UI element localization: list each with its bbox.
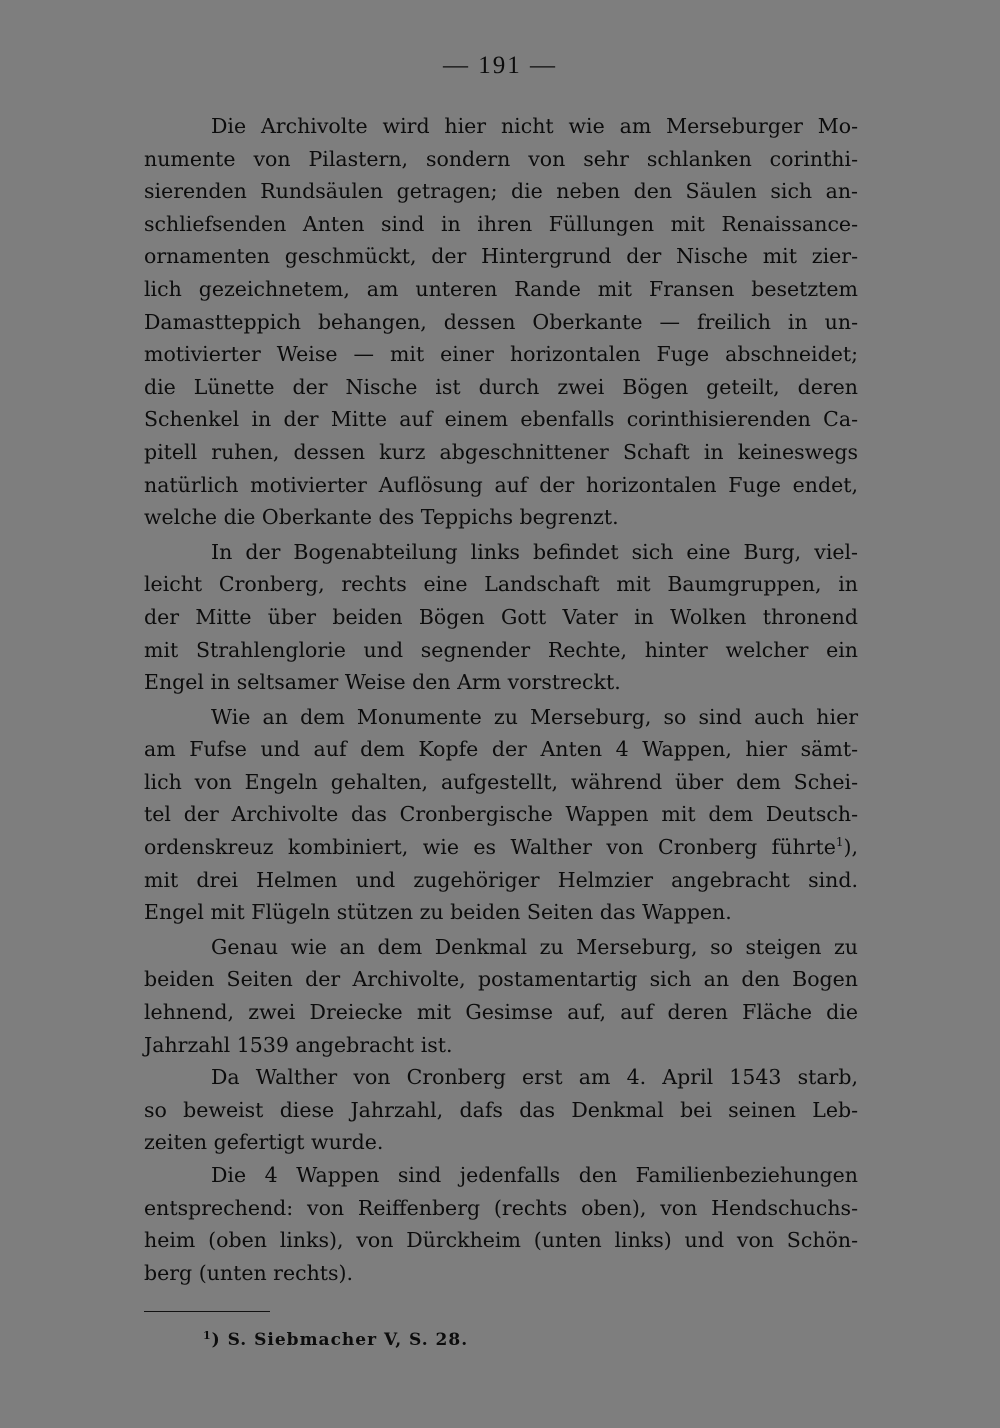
text-line: welche die Oberkante des Teppichs begrenzt. — [144, 505, 619, 530]
paragraph-2 — [144, 536, 858, 699]
text-line: Schenkel in der Mitte auf einem ebenfalls corinthisierenden Ca- — [144, 407, 858, 432]
text-line: numente von Pilastern, sondern von sehr schlanken corinthi- — [144, 146, 858, 171]
text-line: Wie an dem Monumente zu Merseburg, so sind auch hier — [211, 704, 858, 729]
text-line: berg (unten rechts). — [144, 1260, 354, 1285]
text-line: ornamenten geschmückt, der Hintergrund der Nische mit zier- — [144, 244, 858, 269]
footnote-text: S. Siebmacher V, S. 28. — [227, 1330, 469, 1350]
text-line: Damastteppich behangen, dessen Oberkante — freilich in un- — [144, 309, 858, 334]
text-line: In der Bogenabteilung links befindet sich eine Burg, viel- — [211, 539, 858, 564]
text-line: leicht Cronberg, rechts eine Landschaft mit Baumgruppen, in — [144, 572, 858, 597]
text-line: die Lünette der Nische ist durch zwei Bögen geteilt, deren — [144, 374, 858, 399]
text-line-with-footnote — [144, 831, 858, 864]
text-line: motivierter Weise — mit einer horizontalen Fuge abschneidet; — [144, 342, 858, 367]
text-line: Engel mit Flügeln stützen zu beiden Seiten das Wappen. — [144, 900, 732, 925]
text-line: Jahrzahl 1539 angebracht ist. — [144, 1032, 453, 1057]
text-line: heim (oben links), von Dürckheim (unten links) und von Schön- — [144, 1228, 858, 1253]
text-line: Die 4 Wappen sind jedenfalls den Familienbeziehungen — [211, 1163, 858, 1187]
text-line: entsprechend: von Reiffenberg (rechts oben), von Hendschuchs- — [144, 1195, 858, 1220]
text-line: lich gezeichnetem, am unteren Rande mit Fransen besetztem — [144, 276, 858, 301]
text-line: pitell ruhen, dessen kurz abgeschnittener Schaft in keineswegs — [144, 439, 858, 464]
paragraph-5 — [144, 1061, 858, 1159]
text-line: lich von Engeln gehalten, aufgestellt, während über dem Schei- — [144, 769, 858, 794]
footnote-marker-suffix: ) — [211, 1330, 221, 1350]
paragraph-1 — [144, 110, 858, 534]
text-line: Genau wie an dem Denkmal zu Merseburg, so steigen zu — [211, 934, 858, 959]
text-line: Die Archivolte wird hier nicht wie am Merseburger Mo- — [211, 114, 858, 138]
text-line: am Fufse und auf dem Kopfe der Anten 4 Wappen, hier sämt- — [144, 737, 858, 762]
footnote-ref-suffix: ), — [843, 835, 858, 860]
line-text: ordenskreuz kombiniert, wie es Walther von Cronberg führte — [144, 835, 836, 860]
text-line: Da Walther von Cronberg erst am 4. April 1543 starb, — [211, 1065, 858, 1090]
footnote-ref-marker: 1 — [835, 835, 844, 850]
text-line: mit Strahlenglorie und segnender Rechte, hinter welcher ein — [144, 637, 858, 662]
text-line: lehnend, zwei Dreiecke mit Gesimse auf, auf deren Fläche die — [144, 1000, 858, 1025]
page-number: — 191 — — [443, 52, 557, 79]
text-line: natürlich motivierter Auflösung auf der horizontalen Fuge endet, — [144, 472, 858, 497]
text-line: mit drei Helmen und zugehöriger Helmzier angebracht sind. — [144, 867, 858, 892]
footnote — [203, 1330, 468, 1350]
footnote-divider — [144, 1311, 270, 1312]
text-line: Engel in seltsamer Weise den Arm vorstreckt. — [144, 670, 621, 695]
text-line: tel der Archivolte das Cronbergische Wappen mit dem Deutsch- — [144, 802, 858, 827]
footnote-marker: 1 — [203, 1329, 212, 1342]
paragraph-3 — [144, 701, 858, 929]
paragraph-4 — [144, 931, 858, 1061]
body-text — [144, 110, 858, 1289]
text-line: schliefsenden Anten sind in ihren Füllungen mit Renaissance- — [144, 211, 858, 236]
text-line: der Mitte über beiden Bögen Gott Vater in Wolken thronend — [144, 604, 858, 629]
text-line: sierenden Rundsäulen getragen; die neben den Säulen sich an- — [144, 179, 858, 204]
text-line: zeiten gefertigt wurde. — [144, 1130, 384, 1155]
text-line: beiden Seiten der Archivolte, postamentartig sich an den Bogen — [144, 967, 858, 992]
paragraph-6 — [144, 1159, 858, 1289]
text-line: so beweist diese Jahrzahl, dafs das Denkmal bei seinen Leb- — [144, 1097, 858, 1122]
